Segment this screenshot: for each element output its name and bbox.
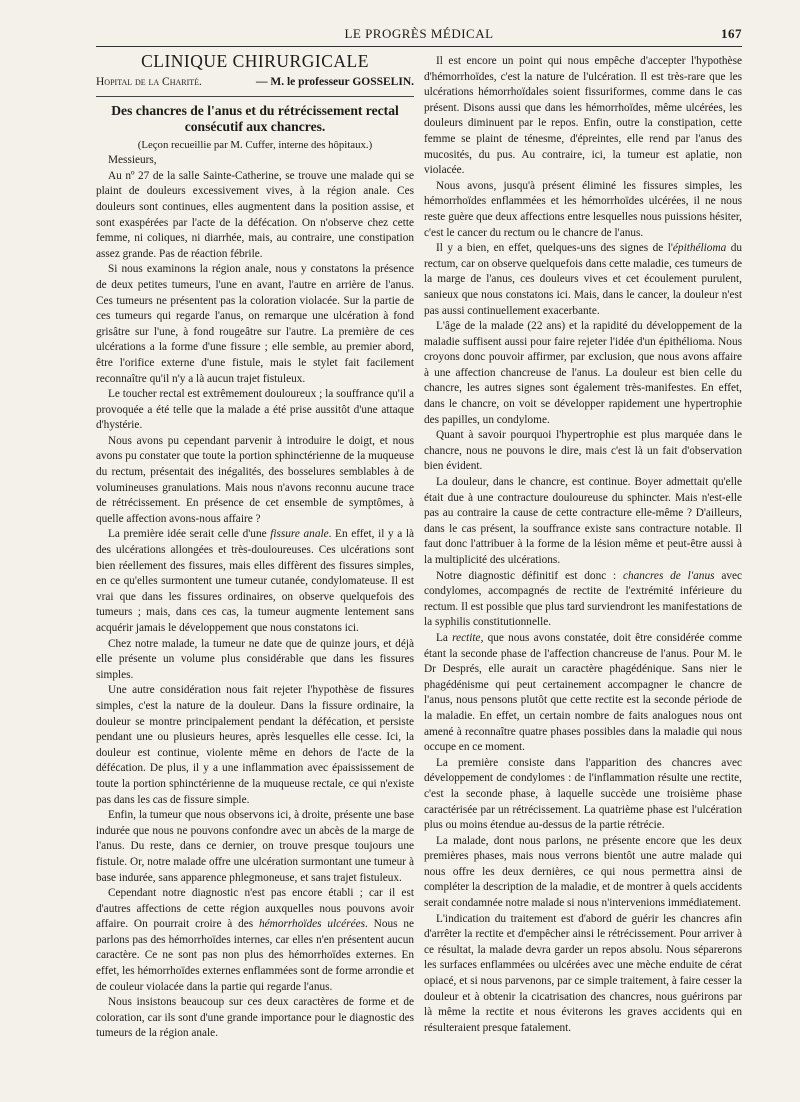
paragraph: La malade, dont nous parlons, ne présente encore que les deux premières phases, mais nous verrons bientôt une autre malade qui nous offre les deux dernières, ce qui nous permettra ainsi de compléter la description de la maladie, et de montrer à quels accidents serait condamnée notre malade si nous n'intervenions immédiatement. [424, 834, 742, 910]
paragraph: Notre diagnostic définitif est donc : chancres de l'anus avec condylomes, accompagnés de rectite de l'extrémité inférieure du rectum. Il est possible que plus tard surviendront les manifestations de la syphilis constitutionnelle. [424, 569, 743, 629]
paragraph: Nous insistons beaucoup sur ces deux caractères de forme et de coloration, car ils sont d'une grande importance pour le diagnostic des tumeurs de la région anale. [96, 996, 414, 1040]
paragraph: Il y a bien, en effet, quelques-uns des signes de l'épithélioma du rectum, car on observe quelquefois dans cette maladie, ces tumeurs de la marge de l'anus, ces douleurs vives et cet écoulement purulent, sanieux que nous constatons ici. Mais, dans le cancer, la douleur n'est pas aussi continuellement exacerbante. [424, 242, 742, 317]
paragraph: L'indication du traitement est d'abord de guérir les chancres afin d'arrêter la rectite et d'empêcher ainsi le rétrécissement. Pour arriver à ce résultat, la malade devra garder un repos absolu. Nous séparerons les surfaces enflammées ou ulcérées avec une mèche enduite de cérat opiacé, et si nous parvenons, par ce simple traitement, à faire cesser la douleur et à obtenir la cicatrisation des chancres, nous guérirons par là même la rectite et nous éviterons les graves accidents qui en résulteraient presque fatalement. [424, 912, 742, 1034]
paragraph: Si nous examinons la région anale, nous y constatons la présence de deux petites tumeurs, l'une en avant, l'autre en arrière de l'anus. Ces tumeurs ne présentent pas la coloration violacée. Sur la partie de ces tumeurs qui regarde l'anus, on remarque une ulcération à fond grisâtre sur l'une, à fond rougeâtre sur l'autre. La première de ces ulcérations a la forme d'une fissure ; elle semble, au premier abord, être l'orifice externe d'une fistule, mais le stylet fait facilement reconnaître qu'il n'y a là aucun trajet fistuleux. [96, 263, 414, 385]
right-body-text [424, 54, 742, 1036]
paragraph: La rectite, que nous avons constatée, doit être considérée comme étant la seconde phase de l'affection chancreuse de l'anus. Pour M. le Dr Després, elle aurait un caractère phagédénique. Sans nier le phagédénisme qui peut certainement accompagner le chancre de l'anus, nous pensons plutôt que cette rectite est la seconde période de la maladie. En effet, un certain nombre de faits analogues nous ont amené à reconnaître quatre phases possibles dans la maladie qui nous occupe en ce moment. [424, 631, 742, 754]
paragraph: Chez notre malade, la tumeur ne date que de quinze jours, et déjà elle présente un volume plus considérable que dans les fissures simples. [96, 637, 414, 681]
paragraph: Cependant notre diagnostic n'est pas encore établi ; car il est d'autres affections de cette région auxquelles nous pouvons avoir affaire. On pourrait croire à des hémorrhoïdes ulcérées. Nous ne parlons pas des hémorrhoïdes internes, car elles n'en présentent aucun caractère. Ce ne sont pas non plus des hémorrhoïdes externes. En effet, les hémorrhoïdes externes enflammées sont de forme arrondie et de couleur violacée dans la partie qui regarde l'anus. [96, 887, 414, 993]
paragraph: La douleur, dans le chancre, est continue. Boyer admettait qu'elle était due à une contracture douloureuse du sphincter. Mais n'est-elle pas au contraire la cause de cette contracture elle-même ? D'ailleurs, dans le cas présent, la souffrance existe sans contracture notable. Il faut donc l'attribuer à la forme de la lésion même et peut-être aussi à la multiplicité des ulcérations. [424, 476, 742, 566]
article-title-line-2: consécutif aux chancres. [184, 119, 326, 135]
paragraph: Il est encore un point qui nous empêche d'accepter l'hypothèse d'hémorrhoïdes, c'est la nature de l'ulcération. Il est très-rare que les ulcérations hémorrhoïdales soient fissuriformes, comme dans le cas présent. Disons aussi que dans les hémorrhoïdes, même ulcérées, les douleurs diminuent par le repos. Enfin, outre la constipation, cette femme se plaint de ténesme, d'épreintes, elle rend par l'anus des mucosités, du pus. Au contraire, ici, la tumeur est aplatie, non violacée. [424, 55, 742, 177]
running-head [96, 26, 742, 47]
paragraph: Nous avons pu cependant parvenir à introduire le doigt, et nous avons pu constater que toute la portion sphinctérienne de la muqueuse du rectum, présentait des inégalités, des bosselures semblables à de volumineuses granulations. Mais nous n'avons reconnu aucune trace de rétrécissement. En présence de cet ensemble de symptômes, à quelle affection avons-nous affaire ? [96, 434, 414, 525]
paragraph: Au nº 27 de la salle Sainte-Catherine, se trouve une malade qui se plaint de douleurs excessivement vives, à la région anale. Ces douleurs sont continues, elles augmentent dans la position assise, et sont exaspérées par l'acte de la défécation. On n'observe chez cette femme, ni coliques, ni diarrhée, mais, au contraire, une constipation assez grande. Pas de réaction fébrile. [96, 169, 414, 260]
hospital-name: Hopital de la Charité. [96, 75, 202, 88]
article-title [96, 103, 414, 135]
professor-name: — M. le professeur GOSSELIN. [255, 75, 414, 88]
paragraph: La première idée serait celle d'une fissure anale. En effet, il y a là des ulcérations allongées et très-douloureuses. Ces ulcérations sont bien réellement des fissures, mais elles diffèrent des fissures simples, en ce qu'elles surmontent une tumeur cutanée, condylomateuse. Il est vrai que dans les fissures ordinaires, on observe quelquefois des tumeurs ; mais, dans ces cas, la tumeur augmente lentement sans acquérir jamais le développement que nous constatons ici. [96, 528, 414, 634]
right-column [424, 54, 742, 1036]
paragraph: Enfin, la tumeur que nous observons ici, à droite, présente une base indurée que nous ne pouvons confondre avec un abcès de la marge de l'anus. Du reste, dans ce dernier, on trouve presque toujours une fistule. Or, notre malade offre une ulcération surmontant une tumeur à base indurée, sans apparence phlegmoneuse, et sans trajet fistuleux. [96, 809, 414, 884]
article-title-line-1: Des chancres de l'anus et du rétrécissement rectal [111, 103, 399, 119]
paragraph: Une autre considération nous fait rejeter l'hypothèse de fissures simples, c'est la nature de la douleur. Dans la fissure ordinaire, la douleur se montre principalement pendant la défécation, et persiste pendant une ou plusieurs heures, après lesquelles elle cesse. Ici, la douleur est continue, violente même en dehors de l'acte de la défécation. De plus, il y a une inflammation avec épaississement de toute la portion sphinctérienne de la muqueuse rectale, ce qui n'existe pas dans les cas de fissure simple. [96, 684, 414, 806]
lesson-note: (Leçon recueillie par M. Cuffer, interne des hôpitaux.) [137, 139, 373, 152]
page-number: 167 [721, 26, 742, 41]
salutation: Messieurs, [108, 154, 157, 167]
section-byline [96, 73, 414, 98]
section-title: CLINIQUE CHIRURGICALE [141, 51, 369, 71]
paragraph: Quant à savoir pourquoi l'hypertrophie est plus marquée dans le chancre, nous ne pouvons le dire, mais c'est là un fait d'observation bien évident. [424, 429, 742, 473]
journal-title: LE PROGRÈS MÉDICAL [344, 26, 494, 41]
left-body-text [96, 169, 414, 1042]
left-column [96, 51, 414, 1042]
paragraph: La première consiste dans l'apparition des chancres avec développement de condylomes : de l'inflammation résulte une rectite, c'est la seconde phase, à laquelle succède une troisième phase caractérisée par un rétrécissement. La quatrième phase est l'ulcération plus ou moins étendue au-dessus de la partie rétrécie. [424, 756, 742, 832]
paragraph: Nous avons, jusqu'à présent éliminé les fissures simples, les hémorrhoïdes enflammées et les hémorrhoïdes ulcérées, il ne nous reste guère que deux affections entre lesquelles nous puissions hésiter, c'est le cancer du rectum ou le chancre de l'anus. [424, 179, 742, 239]
paragraph: L'âge de la malade (22 ans) et la rapidité du développement de la maladie suffisent aussi pour faire rejeter l'idée d'un épithélioma. Nous croyons donc pouvoir affirmer, par exclusion, que nous avons affaire à une affection chancreuse de l'anus. La douleur est bien celle du chancre, les autres signes sont également très-manifestes. En effet, dans le chancre, on voit se développer rapidement une hypertrophie des papilles, un condylome. [424, 320, 742, 426]
paragraph: Le toucher rectal est extrêmement douloureux ; la souffrance qu'il a provoquée a été telle que la malade a été prise aussitôt d'une attaque d'hystérie. [96, 388, 414, 432]
